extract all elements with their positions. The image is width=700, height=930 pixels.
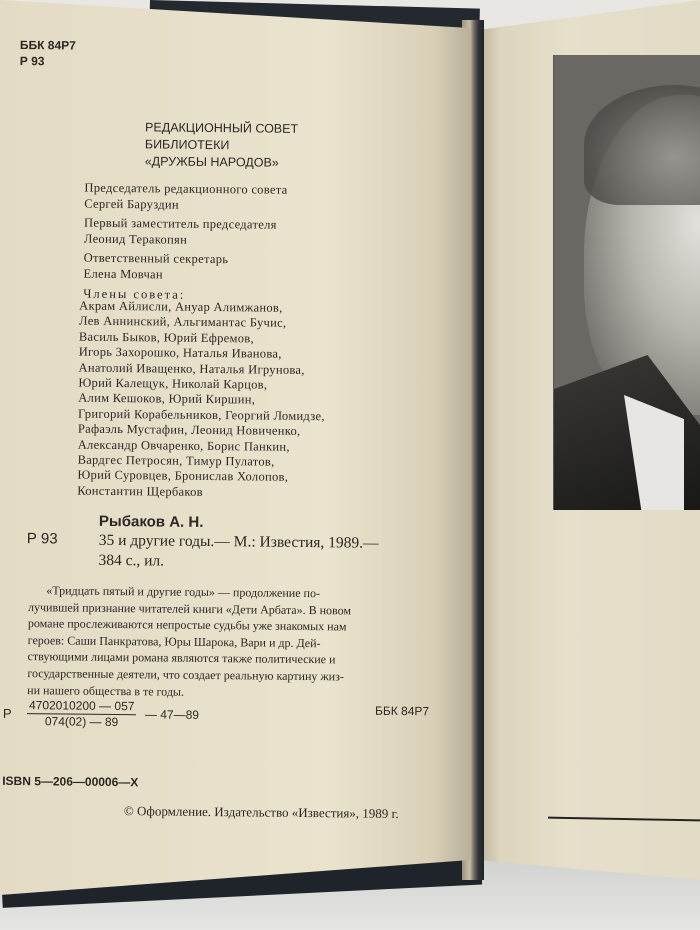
annotation-line: ствующими лицами романа являются также политические и (27, 649, 336, 667)
imprint-suffix: — 47—89 (144, 707, 200, 722)
chairman-title: Председатель редакционного совета (84, 180, 288, 197)
annotation-line: государственные деятели, что создает реальную картину жиз- (27, 666, 344, 684)
author-portrait-photo (553, 55, 700, 510)
annotation-line: романе прослеживаются непростые судьбы уже знакомых нам (27, 616, 347, 634)
imprint-numerator: 4702010200 — 057 (27, 698, 137, 715)
editorial-board-roles (83, 181, 287, 304)
heading-line: БИБЛИОТЕКИ (144, 137, 230, 153)
members-line: Вардгес Петросян, Тимур Пулатов, (77, 452, 275, 469)
heading-line: «ДРУЖБЫ НАРОДОВ» (144, 154, 279, 170)
annotation (27, 582, 351, 702)
members-line: Анатолий Иващенко, Наталья Игрунова, (78, 360, 305, 377)
imprint-fraction (27, 698, 137, 730)
annotation-line: ни нашего общества в те годы. (27, 682, 185, 699)
members-line: Рафаэль Мустафин, Леонид Новиченко, (77, 421, 301, 439)
members-line: Акрам Айлисли, Ануар Алимжанов, (79, 298, 283, 315)
bibliographic-line: 35 и другие годы.— М.: Известия, 1989.— (98, 531, 379, 552)
deputy-name: Леонид Теракопян (83, 231, 188, 247)
editorial-board-heading (145, 119, 299, 172)
portrait-hair (584, 85, 700, 205)
bibliographic-line: 384 с., ил. (98, 551, 165, 570)
deputy-title: Первый заместитель председателя (84, 215, 277, 232)
members-line: Григорий Корабельников, Георгий Ломидзе, (78, 406, 325, 424)
members-line: Лев Аннинский, Альгимантас Бучис, (78, 314, 287, 331)
isbn: ISBN 5—206—00006—X (2, 773, 139, 790)
members-line: Александр Овчаренко, Борис Панкин, (77, 437, 290, 454)
heading-line: РЕДАКЦИОННЫЙ СОВЕТ (145, 120, 299, 136)
annotation-line: лучившей признание читателей книги «Дети Арбата». В новом (27, 599, 352, 618)
imprint-denominator: 074(02) — 89 (44, 714, 119, 730)
annotation-line: героев: Саши Панкратова, Юры Шарока, Вари и др. Дей- (27, 632, 321, 650)
book-author: Рыбаков А. Н. (98, 512, 204, 531)
members-line: Игорь Захорошко, Наталья Иванова, (78, 344, 282, 361)
bbk-code: ББК 84Р7 (19, 38, 76, 53)
members-line: Константин Щербаков (77, 483, 203, 499)
members-line: Василь Быков, Юрий Ефремов, (78, 329, 254, 346)
members-line: Юрий Калещук, Николай Карцов, (78, 375, 268, 392)
secretary-title: Ответственный секретарь (83, 251, 229, 267)
members-heading: Члены совета: (83, 286, 186, 302)
author-mark: Р 93 (19, 53, 45, 69)
members-line: Алим Кешоков, Юрий Киршин, (78, 391, 256, 407)
imprint-bbk: ББК 84Р7 (374, 703, 430, 719)
members-list (77, 299, 326, 502)
chairman-name: Сергей Баруздин (84, 196, 179, 212)
secretary-name: Елена Мовчан (83, 266, 164, 282)
book-code: Р 93 (26, 530, 58, 548)
imprint-letter: Р (2, 705, 12, 721)
bibliographic-description (98, 531, 378, 574)
annotation-line: «Тридцать пятый и другие годы» — продолжение по- (46, 583, 321, 601)
copyright-notice: © Оформление. Издательство «Известия», 1989 г. (123, 803, 399, 822)
members-line: Юрий Суровцев, Бронислав Холопов, (77, 468, 289, 485)
